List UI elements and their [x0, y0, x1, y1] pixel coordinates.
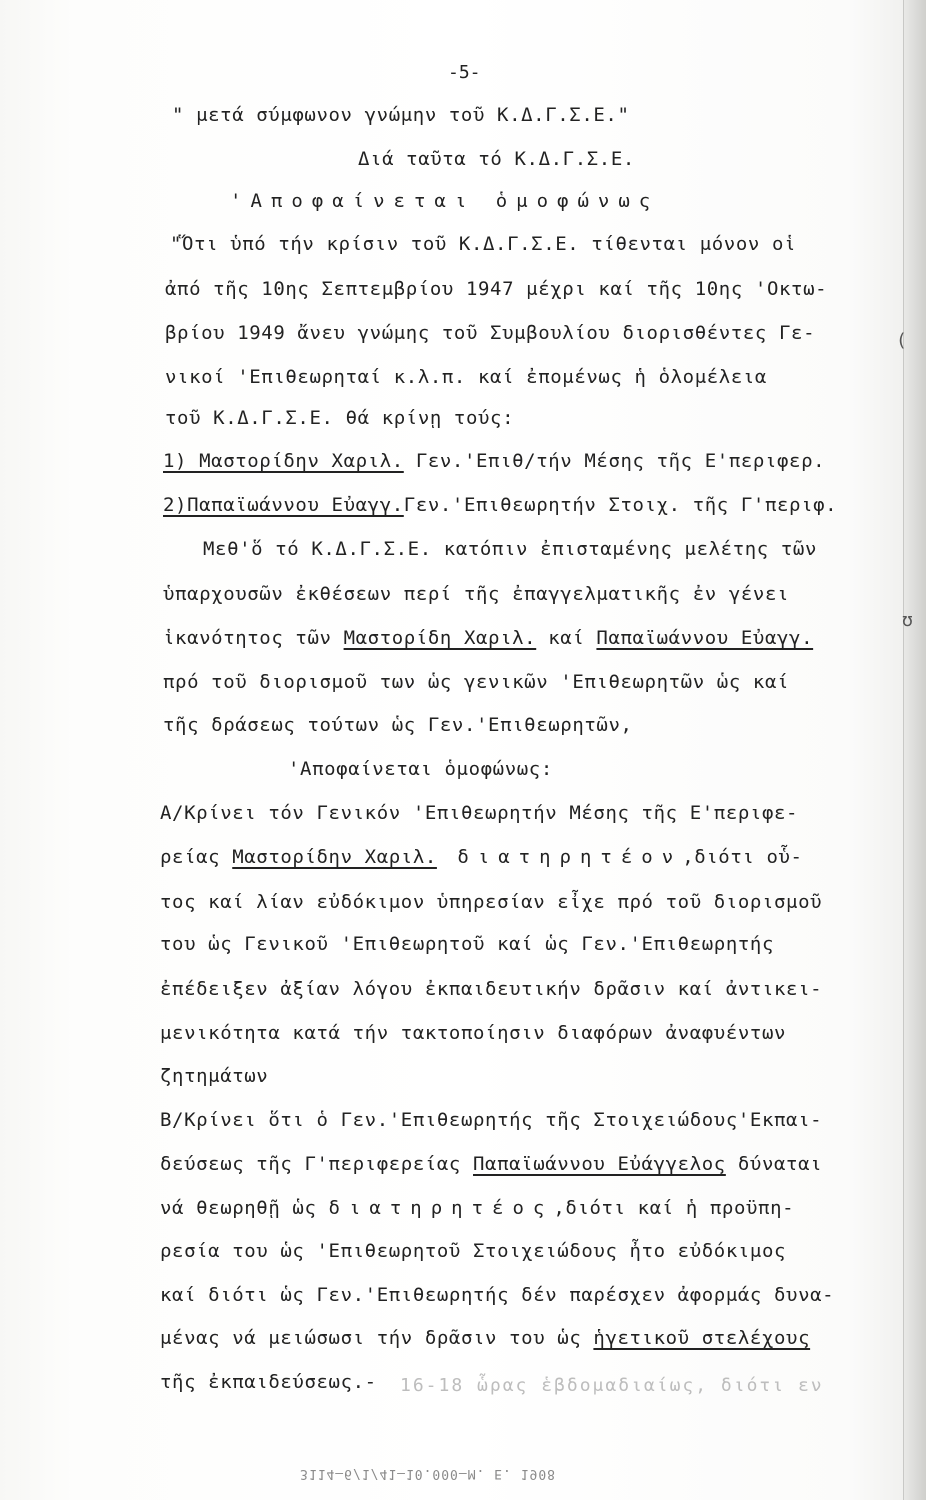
text-line-31: μένας νά μειώσωσι τήν δρᾶσιν του ὡς ἡγετικοῦ στελέχους	[160, 1327, 811, 1349]
text-line-26: Β/Κρίνει ὅτι ὁ Γεν.'Επιθεωρητής τῆς Στοιχειώδους'Εκπαι-	[160, 1109, 823, 1131]
text-line-30: καί διότι ὡς Γεν.'Επιθεωρητής δέν παρέσχεν ἀφορμάς δυνα-	[160, 1284, 835, 1306]
verdict-retain-2: διατηρητέος	[328, 1197, 554, 1219]
phrase-leading-cadre: ἡγετικοῦ στελέχους	[593, 1327, 811, 1349]
text-line-24: μενικότητα κατά τήν τακτοποίησιν διαφόρων ἀναφυέντων	[160, 1022, 787, 1044]
decision-heading-2: 'Αποφαίνεται ὁμοφώνως:	[288, 758, 553, 780]
text-line-28: νά θεωρηθῇ ὡς διατηρητέος,διότι καί ἡ προϋπη-	[160, 1197, 795, 1219]
name-papaioannou: 2)Παπαϊωάννου Εὐαγγ.	[163, 494, 404, 516]
text-line-1: " μετά σύμφωνον γνώμην τοῦ Κ.Δ.Γ.Σ.Ε."	[172, 104, 630, 126]
decision-heading-1: 'Αποφαίνεται ὁμοφώνως	[230, 190, 660, 212]
text-line-14: ὑπαρχουσῶν ἐκθέσεων περί τῆς ἐπαγγελματικῆς ἐν γένει	[163, 583, 790, 605]
text-line-32: τῆς ἐκπαιδεύσεως.-	[160, 1371, 377, 1393]
text-line-5: ἀπό τῆς 10ης Σεπτεμβρίου 1947 μέχρι καί τῆς 10ης 'Οκτω-	[165, 278, 828, 300]
text-line-27: δεύσεως τῆς Γ'περιφερείας Παπαϊωάννου Εὐάγγελος δύναται	[160, 1153, 823, 1175]
text-line-2: Διά ταῦτα τό Κ.Δ.Γ.Σ.Ε.	[358, 148, 635, 170]
margin-mark: (	[896, 330, 907, 351]
text-line-25: ζητημάτων	[160, 1065, 269, 1087]
printer-imprint: 3114—6/1/41—10.000—Μ. Ε. 1908	[300, 1466, 556, 1481]
text-line-17: τῆς δράσεως τούτων ὡς Γεν.'Επιθεωρητῶν,	[163, 714, 633, 736]
text-line-22: του ὡς Γενικοῦ 'Επιθεωρητοῦ καί ὡς Γεν.'Επιθεωρητής	[160, 933, 774, 955]
text-line-8: τοῦ Κ.Δ.Γ.Σ.Ε. θά κρίνῃ τούς:	[165, 407, 515, 429]
text-line-4: "Ὅτι ὑπό τήν κρίσιν τοῦ Κ.Δ.Γ.Σ.Ε. τίθενται μόνον οἱ	[170, 233, 797, 255]
text-line-15: ἱκανότητος τῶν Μαστορίδη Χαριλ. καί Παπαϊωάννου Εὐαγγ.	[163, 627, 814, 649]
margin-mark: ʊ	[902, 610, 913, 631]
bleed-through-text: 16-18 ὧρας ἑβδομαδιαίως, διότι εν	[400, 1375, 824, 1396]
text-line-21: τος καί λίαν εὐδόκιμον ὑπηρεσίαν εἶχε πρό τοῦ διορισμοῦ	[160, 891, 823, 913]
name-papaioannou-3: Παπαϊωάννου Εὐάγγελος	[473, 1153, 726, 1175]
name-mastoridis-2: Μαστορίδη Χαριλ.	[343, 627, 537, 649]
name-mastoridis-3: Μαστορίδην Χαριλ.	[232, 846, 437, 868]
text-line-6: βρίου 1949 ἄνευ γνώμης τοῦ Συμβουλίου διορισθέντες Γε-	[165, 322, 816, 344]
text-line-19: Α/Κρίνει τόν Γενικόν 'Επιθεωρητήν Μέσης τῆς Ε'περιφε-	[160, 802, 799, 824]
text-line-23: ἐπέδειξεν ἀξίαν λόγου ἐκπαιδευτικήν δρᾶσιν καί ἀντικει-	[160, 978, 823, 1000]
text-line-16: πρό τοῦ διορισμοῦ των ὡς γενικῶν 'Επιθεωρητῶν ὡς καί	[163, 671, 790, 693]
name-papaioannou-2: Παπαϊωάννου Εὐαγγ.	[596, 627, 814, 649]
binding-edge	[903, 0, 926, 1500]
text-line-29: ρεσία του ὡς 'Επιθεωρητοῦ Στοιχειώδους ἦτο εὐδόκιμος	[160, 1240, 787, 1262]
text-line-13: Μεθ'ὅ τό Κ.Δ.Γ.Σ.Ε. κατόπιν ἐπισταμένης μελέτης τῶν	[203, 538, 817, 560]
page-number: -5-	[448, 62, 481, 83]
name-mastoridis: 1) Μαστορίδην Χαριλ.	[163, 450, 404, 472]
text-line-7: νικοί 'Επιθεωρηταί κ.λ.π. καί ἐπομένως ἡ ὁλομέλεια	[165, 366, 767, 388]
verdict-retain-1: διατηρητέον	[436, 846, 683, 868]
text-line-20: ρείας Μαστορίδην Χαριλ. διατηρητέον,διότι οὗ-	[160, 846, 803, 868]
list-item-1: 1) Μαστορίδην Χαριλ. Γεν.'Επιθ/τήν Μέσης τῆς Ε'περιφερ.	[163, 450, 826, 472]
list-item-2: 2)Παπαϊωάννου Εὐαγγ.Γεν.'Επιθεωρητήν Στοιχ. τῆς Γ'περιφ.	[163, 494, 838, 516]
